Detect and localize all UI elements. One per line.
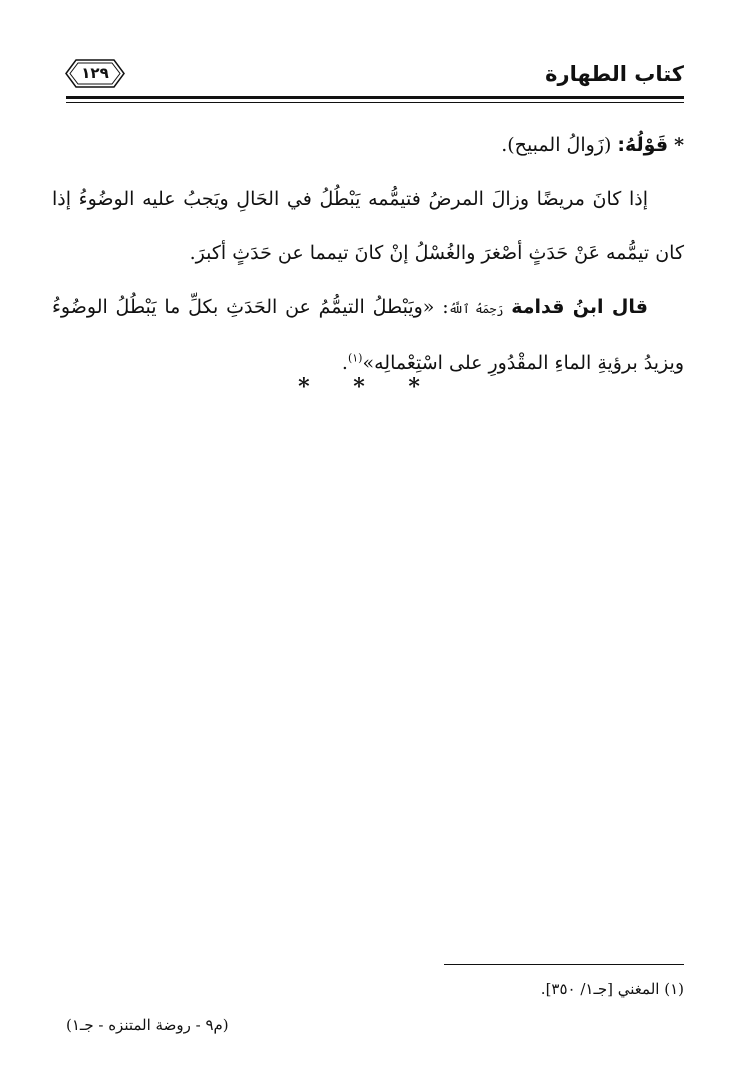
paragraph-lead: قَوْلُهُ: bbox=[617, 134, 669, 156]
section-divider: * * * bbox=[298, 374, 438, 400]
page-number: ١٢٩ bbox=[81, 64, 109, 82]
main-text bbox=[52, 118, 684, 390]
footnote: (١) المغني [جـ١/ ٣٥٠]. bbox=[540, 980, 684, 998]
paragraph-heading bbox=[52, 118, 684, 172]
honorific: رَحِمَهُ ٱللَّهُ bbox=[448, 302, 504, 316]
printer-signature: (م٩ - روضة المتنزه - جـ١) bbox=[66, 1016, 229, 1034]
paragraph-explanation: إذا كانَ مريضًا وزالَ المرضُ فتيمُّمه يَبْطُلُ في الحَالِ ويَجبُ عليه الوضُوءُ إذا كان تيمُّمه عَنْ حَدَثٍ أصْغرَ والغُسْلُ إنْ كانَ تيمما عن حَدَثٍ أكبرَ. bbox=[52, 188, 684, 264]
quotation-end: . bbox=[341, 352, 348, 374]
quoted-author: قال ابنُ قدامة bbox=[511, 296, 648, 318]
header-rule-thin bbox=[66, 102, 684, 103]
running-header-title: كتاب الطهارة bbox=[545, 62, 684, 86]
quotation-text: : «ويَبْطلُ التيمُّمُ عن الحَدَثِ بكلِّ ما يَبْطُلُ الوضُوءُ ويزيدُ برؤيةِ الماءِ المقْدُورِ على اسْتِعْمالِه» bbox=[52, 296, 684, 374]
header-rule-thick bbox=[66, 96, 684, 99]
quoted-phrase: (زَوالُ المبيح). bbox=[501, 134, 618, 156]
bullet-star: * bbox=[674, 134, 684, 156]
footnote-reference: (١) bbox=[347, 351, 363, 365]
footnote-rule bbox=[444, 964, 684, 965]
page-number-badge bbox=[64, 57, 126, 90]
